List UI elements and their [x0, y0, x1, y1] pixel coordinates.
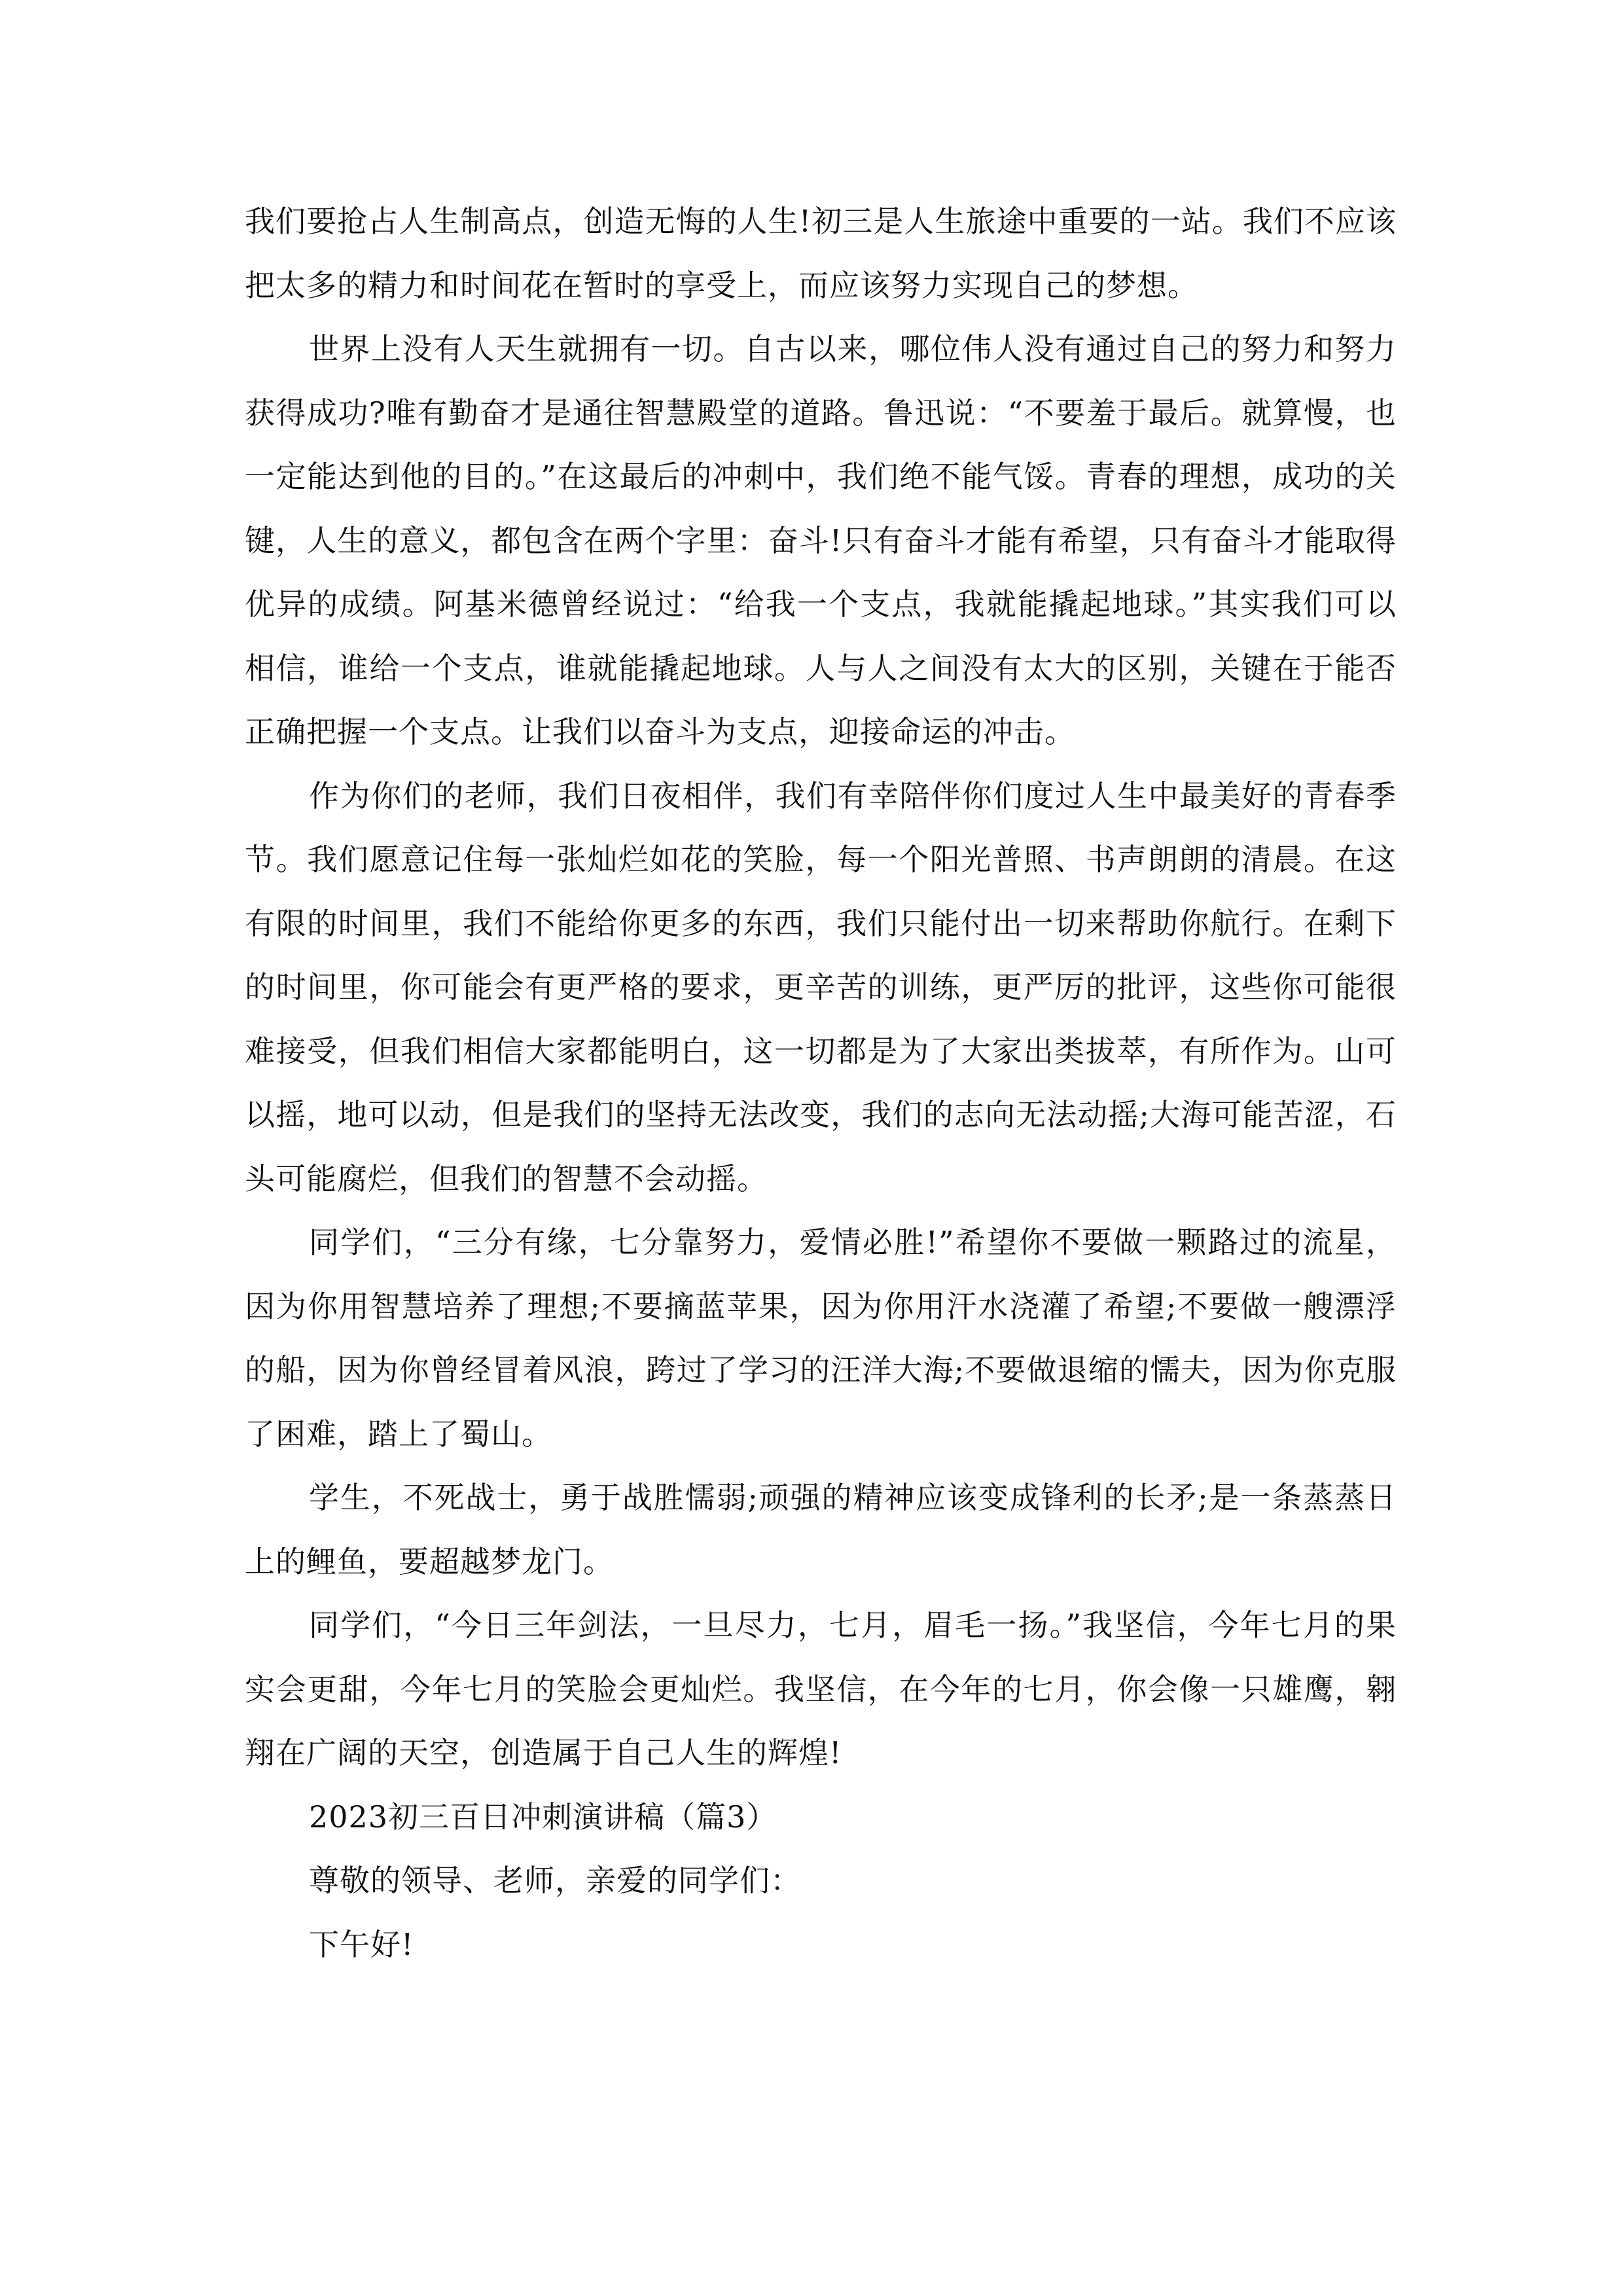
salutation: 尊敬的领导、老师，亲爱的同学们： — [309, 1863, 801, 1898]
paragraph-4: 同学们，“三分有缘，七分靠努力，爱情必胜!”希望你不要做一颗路过的流星，因为你用智慧培养了理想;不要摘蓝苹果，因为你用汗水浇灌了希望;不要做一艘漂浮的船，因为你曾经冒着风浪，跨过了学习的汪洋大海;不要做退缩的懦夫，因为你克服了困难，踏上了蜀山。 — [245, 1225, 1397, 1452]
greeting: 下午好! — [309, 1926, 414, 1962]
paragraph-6: 同学们，“今日三年剑法，一旦尽力，七月，眉毛一扬。”我坚信，今年七月的果实会更甜，今年七月的笑脸会更灿烂。我坚信，在今年的七月，你会像一只雄鹰，翱翔在广阔的天空，创造属于自己人生的辉煌! — [245, 1607, 1397, 1770]
paragraph-5: 学生，不死战士，勇于战胜懦弱;顽强的精神应该变成锋利的长矛;是一条蒸蒸日上的鲤鱼，要超越梦龙门。 — [245, 1480, 1397, 1579]
paragraph-1: 我们要抢占人生制高点，创造无悔的人生!初三是人生旅途中重要的一站。我们不应该把太多的精力和时间花在暂时的享受上，而应该努力实现自己的梦想。 — [245, 204, 1397, 303]
paragraph-2: 世界上没有人天生就拥有一切。自古以来，哪位伟人没有通过自己的努力和努力获得成功?唯有勤奋才是通往智慧殿堂的道路。鲁迅说：“不要羞于最后。就算慢，也一定能达到他的目的。”在这最后的冲刺中，我们绝不能气馁。青春的理想，成功的关键，人生的意义，都包含在两个字里：奋斗!只有奋斗才能有希望，只有奋斗才能取得优异的成绩。阿基米德曾经说过：“给我一个支点，我就能撬起地球。”其实我们可以相信，谁给一个支点，谁就能撬起地球。人与人之间没有太大的区别，关键在于能否正确把握一个支点。让我们以奋斗为支点，迎接命运的冲击。 — [245, 331, 1397, 749]
paragraph-3: 作为你们的老师，我们日夜相伴，我们有幸陪伴你们度过人生中最美好的青春季节。我们愿意记住每一张灿烂如花的笑脸，每一个阳光普照、书声朗朗的清晨。在这有限的时间里，我们不能给你更多的东西，我们只能付出一切来帮助你航行。在剩下的时间里，你可能会有更严格的要求，更辛苦的训练，更严厉的批评，这些你可能很难接受，但我们相信大家都能明白，这一切都是为了大家出类拔萃，有所作为。山可以摇，地可以动，但是我们的坚持无法改变，我们的志向无法动摇;大海可能苦涩，石头可能腐烂，但我们的智慧不会动摇。 — [245, 778, 1397, 1196]
document-body — [245, 190, 1397, 1977]
section-heading: 2023初三百日冲刺演讲稿（篇3） — [309, 1799, 777, 1835]
